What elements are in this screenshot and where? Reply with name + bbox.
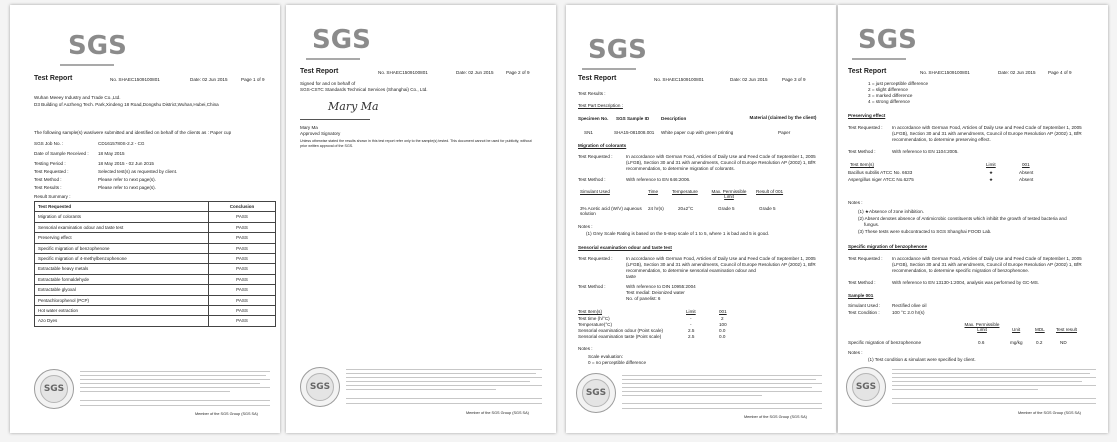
footer-member: Member of the SGS Group (SGS SA)	[744, 415, 807, 419]
field-value: recommendation, to determine sensorial examination odour and	[626, 268, 756, 273]
report-page-4	[838, 5, 1108, 433]
table-row	[35, 306, 276, 316]
seal-mark: SGS	[582, 379, 610, 407]
seal-mark: SGS	[40, 375, 68, 403]
cell-test: Extractable heavy metals	[35, 264, 209, 274]
signer-name: Mary Ma	[300, 125, 318, 130]
handwritten-signature: Mary Ma	[328, 100, 379, 113]
notes-label: Notes :	[578, 224, 593, 229]
scale-line: 0 = no perceptible difference	[588, 360, 647, 365]
column-header: Conclusion	[209, 202, 276, 212]
table-cell: ★	[989, 177, 994, 182]
sample-title: Sample 001	[848, 293, 874, 298]
cell-conclusion: PASS	[209, 222, 276, 232]
cell-test: Specific migration of benzophenone	[35, 243, 209, 253]
summary-label: Result Summary :	[34, 194, 71, 199]
notes-label: Notes :	[578, 346, 593, 351]
field-label: Test Requested :	[578, 256, 613, 261]
table-cell: Grade 5	[718, 206, 735, 211]
field-value: recommendation, to determine preserving effect.	[892, 137, 991, 142]
cell-test: Pentachlorophenol (PCP)	[35, 295, 209, 305]
sgs-logo: SGS	[68, 31, 127, 61]
footer-fineprint	[622, 379, 816, 380]
footer-address	[892, 398, 1096, 399]
footer-address	[622, 408, 822, 409]
cell-test: Specific migration of 4-methylbenzophenone	[35, 254, 209, 264]
table-cell: -	[690, 322, 692, 327]
field-value: CD1615780S-2.2 - CG	[98, 141, 145, 146]
sgs-logo: SGS	[312, 25, 371, 55]
field-label: Date of Sample Received :	[34, 151, 89, 156]
disclaimer-note: prior written approval of the SGS.	[300, 144, 354, 148]
scale-evaluation-label: Scale evaluation:	[588, 354, 623, 359]
report-number: No. SHAEC1509100801	[654, 77, 704, 82]
note-text: (1) Test condition & simulant were specified by client.	[868, 357, 976, 362]
field-value: 18 May 2015 - 02 Jun 2015	[98, 161, 154, 166]
column-header: Unit	[1012, 327, 1021, 332]
table-row	[35, 212, 276, 222]
sgs-seal	[576, 373, 616, 413]
column-header: Specimen No.	[578, 116, 609, 121]
cell-conclusion: PASS	[209, 254, 276, 264]
footer-fineprint	[80, 383, 260, 384]
cell-test: Extractable glyoxal	[35, 285, 209, 295]
logo-rule	[306, 58, 360, 60]
cell-test: Hot water extraction	[35, 306, 209, 316]
field-value: With reference to DIN 10955:2004	[626, 284, 696, 289]
footer-fineprint	[346, 381, 530, 382]
field-value: With reference to EN 13130-1:2004, analysis was performed by GC-MS.	[892, 280, 1040, 285]
table-row	[35, 316, 276, 326]
logo-rule	[852, 58, 906, 60]
column-header: Test Item(s)	[578, 309, 602, 314]
table-cell: ND	[1060, 340, 1067, 345]
column-header: SGS Sample ID	[616, 116, 650, 121]
footer-fineprint	[346, 373, 536, 374]
table-cell: White paper cup with green printing	[661, 130, 734, 135]
table-cell: 100	[719, 322, 727, 327]
table-row	[35, 295, 276, 305]
table-cell: Specific migration of benzophenone	[848, 340, 922, 345]
column-header: MDL	[1035, 327, 1045, 332]
footer-fineprint	[80, 375, 266, 376]
footer-address	[892, 403, 1096, 404]
table-cell: 0.2	[1036, 340, 1043, 345]
note-text: (1) ★Absence of zone inhibition.	[858, 209, 924, 214]
cell-test: Migration of colorants	[35, 212, 209, 222]
table-cell: 3% Acetic acid (W/V) aqueous solution	[580, 206, 642, 216]
cell-test: Sensorial examination odour and taste test	[35, 222, 209, 232]
table-row	[35, 264, 276, 274]
table-row	[35, 285, 276, 295]
column-header: Test Requested	[35, 202, 209, 212]
cell-conclusion: PASS	[209, 316, 276, 326]
scale-line: 1 = just perceptible difference	[868, 81, 929, 86]
field-value: With reference to EN 646:2006.	[626, 177, 691, 182]
footer-fineprint	[346, 389, 496, 390]
page-title: Test Report	[578, 75, 617, 82]
table-cell: Temperature(°C)	[578, 322, 613, 327]
table-cell: Sensorial examination odour (Point scale)	[578, 328, 664, 333]
client-address: D3 Building of Aozheng Tech. Park,Xindeng 18 Road,Dongshu District,Wuhan,Hubei,China	[34, 102, 219, 107]
field-value: Please refer to next page(s).	[98, 177, 156, 182]
field-value: Rectified olive oil	[892, 303, 927, 308]
footer-fineprint	[80, 371, 270, 372]
field-value: In accordance with German Food, Articles of Daily Use and Feed Code of September 1, 2005	[892, 256, 1082, 261]
field-value: (LFGB), Section 30 and 31 with amendments, Council of Europe Resolution AP (2002) 1, BfR	[626, 262, 816, 267]
signer-role: Approved Signatory	[300, 131, 341, 136]
field-value: Test medial: Deionized water	[626, 290, 685, 295]
result-summary-table	[34, 201, 276, 327]
field-label: Test Requested :	[34, 169, 69, 174]
field-value: Please refer to next page(s).	[98, 185, 156, 190]
cell-conclusion: PASS	[209, 295, 276, 305]
column-header: Max. Permissible Limit	[711, 189, 747, 199]
footer-fineprint	[892, 377, 1096, 378]
page-title: Test Report	[300, 68, 339, 75]
footer-fineprint	[622, 375, 822, 376]
notes-label: Notes :	[848, 200, 863, 205]
column-header: Simulant Used	[580, 189, 610, 194]
footer-fineprint	[346, 377, 542, 378]
logo-rule	[60, 64, 114, 66]
footer-fineprint	[622, 391, 822, 392]
note-text: (3) These tests were subcontracted to SGS Shanghai FOOD Lab.	[858, 229, 992, 234]
sgs-seal	[300, 367, 340, 407]
column-header: Test result	[1056, 327, 1077, 332]
disclaimer-note: Unless otherwise stated the results shown in this test report refer only to the sample(s) tested. This document cannot be used for publicity, without	[300, 139, 532, 143]
field-value: 18 May 2015	[98, 151, 125, 156]
footer-member: Member of the SGS Group (SGS SA)	[1018, 411, 1081, 415]
scale-line: 3 = marked difference	[868, 93, 913, 98]
table-cell: mg/kg	[1010, 340, 1023, 345]
field-label: Test Method :	[848, 149, 876, 154]
cell-conclusion: PASS	[209, 306, 276, 316]
note-text: (2) Absent denotes absence of Antimicrobic constituents which inhibit the growth of tested bacteria and	[858, 216, 1067, 221]
report-date: Date: 02 Jun 2015	[190, 77, 228, 82]
field-value: recommendation, to determine specific migration of benzophenone.	[892, 268, 1030, 273]
footer-fineprint	[80, 387, 270, 388]
field-label: Test Method :	[34, 177, 62, 182]
cell-test: Azo Dyes	[35, 316, 209, 326]
report-date: Date: 02 Jun 2015	[730, 77, 768, 82]
field-label: Test Results :	[34, 185, 62, 190]
table-row	[35, 222, 276, 232]
footer-fineprint	[892, 373, 1090, 374]
field-value: (LFGB), Section 30 and 31 with amendments, Council of Europe Resolution AP (2002) 1, BfR	[892, 131, 1082, 136]
field-value: In accordance with German Food, Articles of Daily Use and Feed Code of September 1, 2005	[626, 154, 816, 159]
field-label: Test Requested :	[848, 256, 883, 261]
report-page-2	[286, 5, 556, 433]
report-number: No. SHAEC1509100801	[110, 77, 160, 82]
logo-rule	[582, 68, 636, 70]
cell-conclusion: PASS	[209, 264, 276, 274]
table-row	[35, 274, 276, 284]
table-header-row	[35, 202, 276, 212]
sgs-logo: SGS	[588, 35, 647, 65]
footer-fineprint	[892, 369, 1096, 370]
page-number: Page 4 of 9	[1048, 70, 1072, 75]
table-cell: Sensorial examination taste (Point scale)	[578, 334, 662, 339]
seal-mark: SGS	[852, 373, 880, 401]
footer-address	[80, 405, 270, 406]
report-date: Date: 02 Jun 2015	[456, 70, 494, 75]
field-value: (LFGB), Section 30 and 31 with amendments, Council of Europe Resolution AP (2002) 1, BfR	[892, 262, 1082, 267]
footer-fineprint	[892, 389, 1038, 390]
scale-line: 2 = slight difference	[868, 87, 908, 92]
notes-label: Notes :	[848, 350, 863, 355]
report-number: No. SHAEC1509100801	[920, 70, 970, 75]
section-title: Sensorial examination odour and taste test	[578, 245, 672, 250]
table-cell: Bacillus subtilis ATCC No. 6633	[848, 170, 913, 175]
table-cell: SN1	[584, 130, 593, 135]
test-results-label: Test Results :	[578, 91, 606, 96]
footer-fineprint	[622, 383, 822, 384]
footer-address	[346, 403, 542, 404]
footer-address	[346, 398, 542, 399]
signature-line	[300, 119, 370, 120]
cell-conclusion: PASS	[209, 243, 276, 253]
column-header: Material (claimed by the client)	[749, 115, 817, 120]
sgs-seal	[34, 369, 74, 409]
note-text: (1) Grey Scale Rating is based on the 5-step scale of 1 to 5, where 1 is bad and 5 is good.	[586, 231, 770, 236]
footer-member: Member of the SGS Group (SGS SA)	[195, 412, 258, 416]
table-cell: 2.5	[688, 328, 695, 333]
field-value: Selected test(s) as requested by client.	[98, 169, 178, 174]
signing-company: SGS-CSTC Standards Technical Services (Shanghai) Co., Ltd.	[300, 87, 428, 92]
field-value: 100 °C 2.0 hr(s)	[892, 310, 925, 315]
client-name: Wuhan Meeey Industry and Trade Co.,Ltd.	[34, 95, 121, 100]
field-value: taste	[626, 274, 636, 279]
submitted-statement: The following sample(s) was/were submitted and identified on behalf of the clients as : Paper cup	[34, 130, 232, 135]
footer-address	[80, 400, 270, 401]
column-header: Max. Permissible Limit	[964, 322, 1000, 332]
section-title: Migration of colorants	[578, 143, 627, 148]
footer-fineprint	[80, 391, 230, 392]
column-header: Limit	[686, 309, 696, 314]
field-label: Test Method :	[578, 177, 606, 182]
note-text: fungus.	[864, 222, 880, 227]
table-cell: 24 hr(s)	[648, 206, 664, 211]
table-cell: 0.6	[978, 340, 985, 345]
test-part-description-label: Test Part Description :	[578, 103, 623, 108]
page-number: Page 3 of 9	[782, 77, 806, 82]
footer-fineprint	[346, 369, 542, 370]
section-title: Specific migration of benzophenone	[848, 244, 928, 249]
page-title: Test Report	[34, 75, 73, 82]
footer-member: Member of the SGS Group (SGS SA)	[466, 411, 529, 415]
column-header: Temperature	[672, 189, 698, 194]
cell-conclusion: PASS	[209, 212, 276, 222]
field-label: SGS Job No. :	[34, 141, 64, 146]
column-header: 001	[1022, 162, 1030, 167]
column-header: Result of 001	[756, 189, 784, 194]
cell-test: Preserving effect	[35, 233, 209, 243]
field-value: In accordance with German Food, Articles of Daily Use and Feed Code of September 1, 2005	[626, 256, 816, 261]
sgs-seal	[846, 367, 886, 407]
table-cell: 0.0	[719, 328, 726, 333]
footer-address	[622, 403, 822, 404]
table-cell: Absent	[1019, 170, 1034, 175]
table-cell: Absent	[1019, 177, 1034, 182]
table-cell: Test time (h/°C)	[578, 316, 610, 321]
field-value: (LFGB), Section 30 and 31 with amendments, Council of Europe Resolution AP (2002) 1, BfR	[626, 160, 816, 165]
seal-mark: SGS	[306, 373, 334, 401]
field-label: Testing Period :	[34, 161, 66, 166]
table-cell: 2	[721, 316, 724, 321]
table-cell: Aspergillus niger ATCC No.6275	[848, 177, 914, 182]
column-header: Test Item(s)	[850, 162, 874, 167]
sgs-logo: SGS	[858, 25, 917, 55]
scale-line: 4 = strong difference	[868, 99, 910, 104]
report-number: No. SHAEC1509100801	[378, 70, 428, 75]
table-cell: ★	[989, 170, 994, 175]
footer-fineprint	[346, 385, 542, 386]
column-header: 001	[719, 309, 727, 314]
table-cell: Grade 5	[759, 206, 776, 211]
field-label: Test Requested :	[578, 154, 613, 159]
table-cell: 0.0	[719, 334, 726, 339]
field-label: Test Method :	[848, 280, 876, 285]
field-label: Test Method :	[578, 284, 606, 289]
section-title: Preserving effect	[848, 113, 886, 118]
field-value: No. of panelist: 6	[626, 296, 661, 301]
cell-conclusion: PASS	[209, 233, 276, 243]
footer-fineprint	[622, 395, 762, 396]
page-number: Page 2 of 9	[506, 70, 530, 75]
cell-test: Extractable formaldehyde	[35, 274, 209, 284]
report-page-1	[10, 5, 280, 433]
report-date: Date: 02 Jun 2015	[998, 70, 1036, 75]
footer-fineprint	[622, 387, 812, 388]
page-number: Page 1 of 9	[241, 77, 265, 82]
table-cell: 20±2°C	[678, 206, 694, 211]
table-row	[35, 243, 276, 253]
field-value: In accordance with German Food, Articles of Daily Use and Feed Code of September 1, 2005	[892, 125, 1082, 130]
column-header: Limit	[986, 162, 996, 167]
table-cell: SHA15-081008.001	[614, 130, 655, 135]
page-title: Test Report	[848, 68, 887, 75]
footer-fineprint	[80, 379, 270, 380]
table-cell: -	[690, 316, 692, 321]
column-header: Time	[648, 189, 659, 194]
table-cell: Paper	[778, 130, 791, 135]
table-row	[35, 233, 276, 243]
signed-on-behalf: Signed for and on behalf of	[300, 81, 356, 86]
field-label: Test Requested :	[848, 125, 883, 130]
field-label: Simulant Used :	[848, 303, 881, 308]
field-value: recommendation, to determine migration of colorants.	[626, 166, 735, 171]
footer-fineprint	[892, 385, 1096, 386]
cell-conclusion: PASS	[209, 274, 276, 284]
cell-conclusion: PASS	[209, 285, 276, 295]
table-cell: 2.5	[688, 334, 695, 339]
field-value: With reference to EN 1104:2005.	[892, 149, 959, 154]
field-label: Test Condition :	[848, 310, 880, 315]
report-page-3	[566, 5, 836, 433]
column-header: Description	[661, 116, 687, 121]
table-row	[35, 254, 276, 264]
footer-fineprint	[892, 381, 1082, 382]
